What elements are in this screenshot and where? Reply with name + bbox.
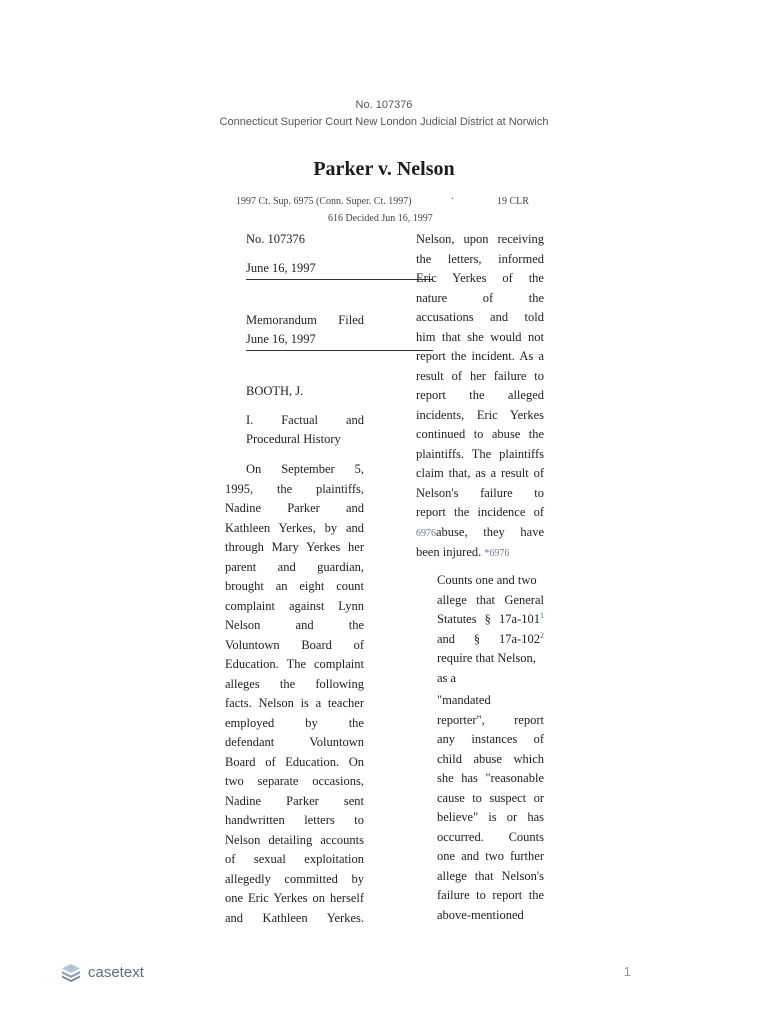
text-line: "mandated [437,693,491,707]
page-number: 1 [623,964,631,979]
body-paragraph-left [225,460,364,928]
body-paragraph-right [416,230,544,564]
text-line: Counts one and two [437,573,537,587]
text-line: him that she would not [416,329,544,344]
case-title: Parker v. Nelson [313,158,455,180]
text-line: require that Nelson, [437,651,536,665]
text-line: Eric Yerkes of the [416,271,544,285]
text-line: report the alleged [416,388,544,402]
text-line: and Kathleen Yerkes. [225,910,364,925]
footnote-link[interactable]: 2 [540,630,544,640]
text-line: and § $17a-102^2$ [437,630,544,646]
text-line: cause to suspect or [437,790,544,805]
left-docket: No. 107376 [246,232,306,246]
text-line: occurred. Counts [437,829,544,844]
text-line: report the incident. As a [416,349,544,363]
text-line: of sexual exploitation [225,852,364,866]
body-paragraph-counts [437,571,544,925]
text-line: reporter", report [437,712,544,727]
casetext-stack-icon [60,961,82,983]
section-heading: I. Factual and [246,413,364,427]
text-line: child abuse which [437,751,544,766]
page-marker: *6976 [484,548,510,559]
text-line: complaint against Lynn [225,598,364,613]
text-line: Nadine Parker sent [225,793,364,808]
citation-part3: 616 Decided Jun 16, 1997 [328,213,433,224]
text-line: Voluntown Board of [225,637,364,652]
divider-line [246,279,433,280]
text-line: On September 5, [246,462,364,476]
text-line: Nelson and the [225,618,364,632]
text-line: been injured. *6976 [416,545,510,559]
text-line: as a [437,670,457,685]
text-line: Kathleen Yerkes, by and [225,520,364,535]
court-name: Connecticut Superior Court New London Judicial District at Norwich [219,116,549,128]
text-line: facts. Nelson is a teacher [225,696,364,710]
docket-number: No. 107376 [355,99,413,111]
citation-part1: 1997 Ct. Sup. 6975 (Conn. Super. Ct. 1997) [236,196,412,207]
text-line: Nelson, upon receiving [416,232,544,246]
footnote-link[interactable]: 1 [540,610,544,620]
text-line: incidents, Eric Yerkes [416,407,544,422]
text-line: 1995, the plaintiffs, [225,481,364,496]
citation-part2: 19 CLR [497,196,529,207]
text-line: Statutes § $17a-101^1$ [437,610,544,626]
text-line: brought an eight count [225,579,364,593]
citation-separator: · [451,194,455,205]
brand-name: casetext [88,963,144,981]
text-line: the letters, informed [416,251,544,266]
text-line: Nelson detailing accounts [225,832,364,847]
text-line: result of her failure to [416,368,544,383]
text-line: accusations and told [416,310,544,324]
text-line: defendant Voluntown [225,735,364,749]
text-line: two separate occasions, [225,774,364,788]
memo-date: June 16, 1997 [246,332,316,346]
divider-line [246,350,433,351]
text-line: above-mentioned [437,907,524,922]
text-line: she has "reasonable [437,771,544,785]
text-line: allege that Nelson's [437,868,544,883]
text-line: one and two further [437,849,544,863]
text-line: believe" is or has [437,810,544,824]
text-line: alleges the following [225,676,364,691]
text-line: Education. The complaint [225,657,364,671]
text-line: Nelson's failure to [416,485,544,500]
text-line: Nadine Parker and [225,501,364,515]
text-line: 6976abuse, they have [416,524,544,539]
text-line: continued to abuse the [416,427,544,441]
text-line: plaintiffs. The plaintiffs [416,446,544,461]
left-date: June 16, 1997 [246,261,316,275]
text-line: through Mary Yerkes her [225,540,364,554]
page-marker: 6976 [416,527,436,539]
text-line: report the incidence of [416,505,544,519]
casetext-logo[interactable] [60,961,144,983]
text-line: any instances of [437,732,544,746]
text-line: Board of Education. On [225,754,364,769]
memo-label: Memorandum Filed [246,313,364,327]
text-line: parent and guardian, [225,559,364,574]
text-line: handwritten letters to [225,813,364,827]
text-line: claim that, as a result of [416,466,544,480]
text-line: failure to report the [437,888,544,902]
text-line: allege that General [437,592,544,607]
section-heading: Procedural History [246,432,341,446]
text-line: allegedly committed by [225,871,364,886]
text-line: employed by the [225,715,364,730]
text-line: one Eric Yerkes on herself [225,891,364,905]
judge-name: BOOTH, J. [246,384,304,398]
text-line: nature of the [416,290,544,305]
